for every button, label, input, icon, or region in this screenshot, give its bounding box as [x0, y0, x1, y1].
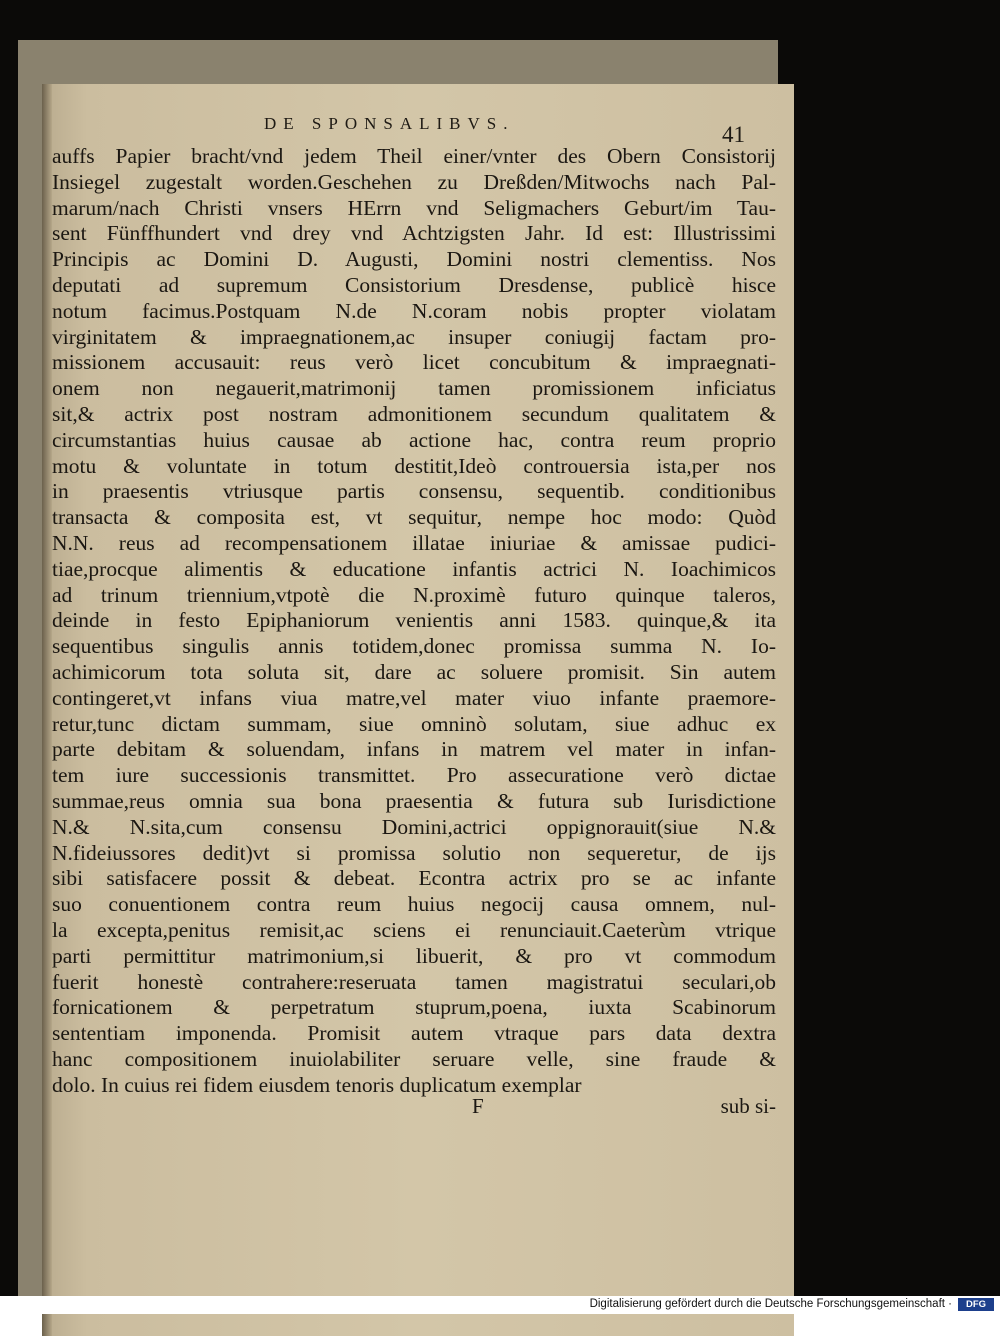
text-line: sit,& actrix post nostram admonitionem secundum qualitatem & — [52, 401, 776, 426]
page-gutter-edge — [42, 84, 52, 1336]
text-line: achimicorum tota soluta sit, dare ac soluere promisit. Sin autem — [52, 659, 776, 684]
text-line: motu & voluntate in totum destitit,Ideò controuersia ista,per nos — [52, 453, 776, 478]
text-line: contingeret,vt infans viua matre,vel mater viuo infante praemore- — [52, 685, 776, 710]
text-line: la excepta,penitus remisit,ac sciens ei renunciauit.Caeterùm vtrique — [52, 917, 776, 942]
text-line: sibi satisfacere possit & debeat. Econtra actrix pro se ac infante — [52, 866, 776, 891]
text-line: virginitatem & impraegnationem,ac insuper coniugij factam pro- — [52, 324, 776, 349]
text-line: dolo. In cuius rei fidem eiusdem tenoris duplicatum exemplar — [52, 1072, 582, 1097]
text-line: ad trinum triennium,vtpotè die N.proximè futuro quinque taleros, — [52, 582, 776, 607]
text-line: transacta & composita est, vt sequitur, nempe hoc modo: Quòd — [52, 505, 776, 530]
text-line: N.N. reus ad recompensationem illatae iniuriae & amissae pudici- — [52, 530, 776, 555]
text-line: onem non negauerit,matrimonij tamen promissionem inficiatus — [52, 376, 776, 401]
catchword: sub si- — [720, 1094, 776, 1118]
body-text — [52, 144, 776, 1098]
text-line: suo conuentionem contra reum huius negocij causa omnem, nul- — [52, 892, 776, 917]
book-leaf — [18, 40, 778, 1296]
text-line: hanc compositionem inuiolabiliter seruare velle, sine fraude & — [52, 1046, 776, 1071]
text-line: in praesentis vtriusque partis consensu, sequentib. conditionibus — [52, 479, 776, 504]
catch-row — [52, 1094, 776, 1124]
text-line: sententiam imponenda. Promisit autem vtraque pars data dextra — [52, 1021, 776, 1046]
text-line: parti permittitur matrimonium,si libuerit, & pro vt commodum — [52, 943, 776, 968]
text-line: sequentibus singulis annis totidem,donec promissa summa N. Io- — [52, 634, 776, 659]
running-head: DE SPONSALIBVS. — [264, 114, 515, 133]
text-line: summae,reus omnia sua bona praesentia & futura sub Iurisdictione — [52, 788, 776, 813]
text-line: tiae,procque alimentis & educatione infantis actrici N. Ioachimicos — [52, 556, 776, 581]
text-line: auffs Papier bracht/vnd jedem Theil einer/vnter des Obern Consistorij — [52, 144, 776, 168]
text-line: parte debitam & soluendam, infans in matrem vel mater in infan- — [52, 737, 776, 762]
text-line: circumstantias huius causae ab actione hac, contra reum proprio — [52, 427, 776, 452]
text-line: deputati ad supremum Consistorium Dresdense, publicè hisce — [52, 272, 776, 297]
text-line: tem iure successionis transmittet. Pro assecuratione verò dictae — [52, 763, 776, 788]
text-line: N.& N.sita,cum consensu Domini,actrici oppignorauit(siue N.& — [52, 814, 776, 839]
book-page — [42, 84, 794, 1336]
funding-credit: Digitalisierung gefördert durch die Deutsche Forschungsgemeinschaft · — [589, 1298, 952, 1310]
text-line: deinde in festo Epiphaniorum venientis anni 1583. quinque,& ita — [52, 608, 776, 633]
text-line: Principis ac Domini D. Augusti, Domini nostri clementiss. Nos — [52, 247, 776, 272]
footer-bar — [0, 1296, 1000, 1314]
text-line: fuerit honestè contrahere:reseruata tamen magistratui seculari,ob — [52, 969, 776, 994]
text-line: fornicationem & perpetratum stuprum,poena, iuxta Scabinorum — [52, 995, 776, 1020]
text-line: marum/nach Christi vnsers HErrn vnd Seligmachers Geburt/im Tau- — [52, 195, 776, 220]
signature-mark: F — [472, 1094, 484, 1118]
text-line: missionem accusauit: reus verò licet concubitum & impraegnati- — [52, 350, 776, 375]
dfg-logo: DFG — [958, 1298, 994, 1311]
text-line: Insiegel zugestalt worden.Geschehen zu Dreßden/Mitwochs nach Pal- — [52, 169, 776, 194]
text-line: sent Fünffhundert vnd drey vnd Achtzigsten Jahr. Id est: Illustrissimi — [52, 221, 776, 246]
page-number: 41 — [722, 122, 745, 147]
text-line: retur,tunc dictam summam, siue omninò solutam, siue adhuc ex — [52, 711, 776, 736]
text-line: N.fideiussores dedit)vt si promissa solutio non sequeretur, de ijs — [52, 840, 776, 865]
text-line: notum facimus.Postquam N.de N.coram nobis propter violatam — [52, 298, 776, 323]
